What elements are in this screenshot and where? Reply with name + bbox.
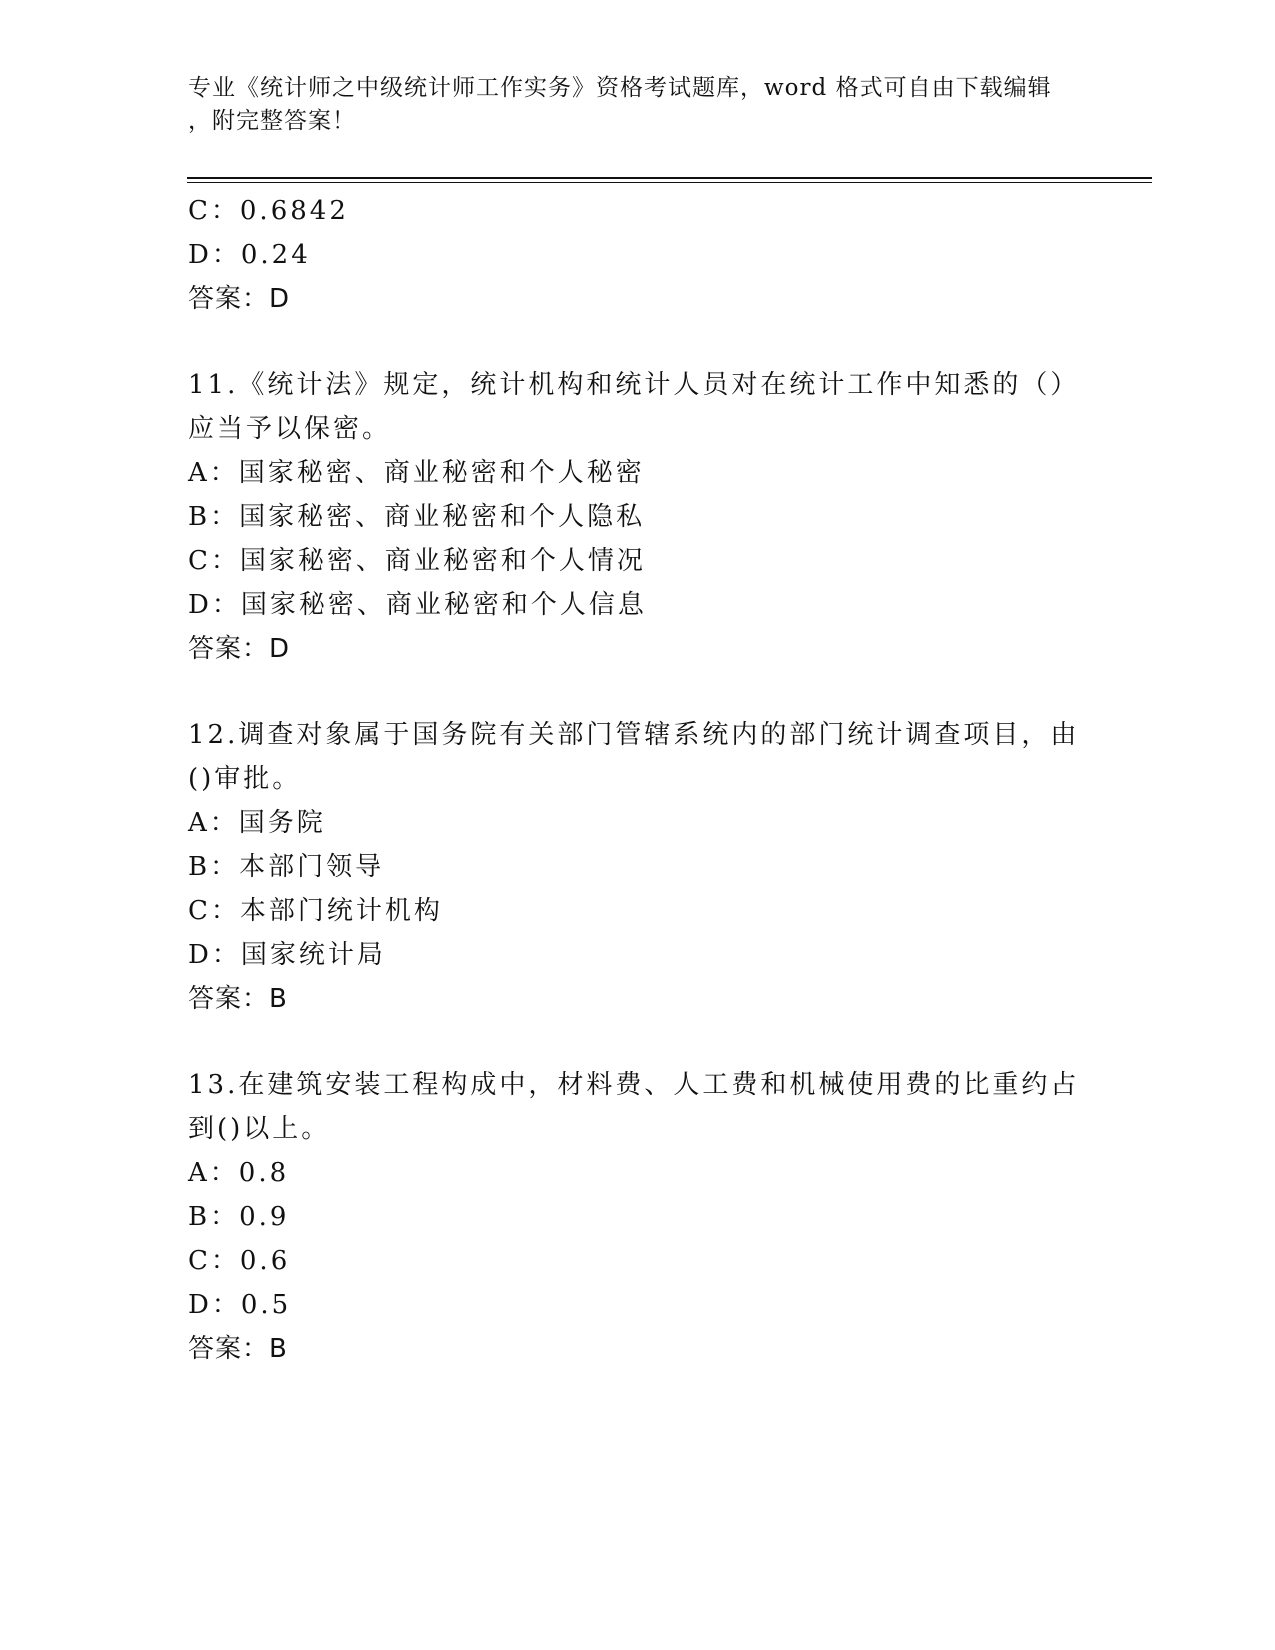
option-a: A：0.8 xyxy=(188,1158,290,1188)
option-c: C：0.6842 xyxy=(188,196,349,226)
option-b: B：本部门领导 xyxy=(188,852,385,882)
header-line-1: 专业《统计师之中级统计师工作实务》资格考试题库，word 格式可自由下载编辑 xyxy=(188,75,1052,101)
option-d: D：0.24 xyxy=(188,240,311,270)
header-divider-thick xyxy=(187,177,1152,179)
option-d: D：国家秘密、商业秘密和个人信息 xyxy=(188,590,647,620)
question-stem-line-1: 12.调查对象属于国务院有关部门管辖系统内的部门统计调查项目，由 xyxy=(188,720,1080,750)
question-stem-line-2: ()审批。 xyxy=(188,764,302,794)
document-header xyxy=(188,72,1068,138)
option-b: B：国家秘密、商业秘密和个人隐私 xyxy=(188,502,646,532)
answer: 答案：D xyxy=(188,284,291,314)
question-stem-line-2: 到()以上。 xyxy=(188,1114,331,1144)
answer: 答案：B xyxy=(188,984,288,1014)
option-d: D：国家统计局 xyxy=(188,940,386,970)
option-b: B：0.9 xyxy=(188,1202,290,1232)
header-divider-thin xyxy=(187,182,1152,183)
answer: 答案：D xyxy=(188,634,291,664)
answer: 答案：B xyxy=(188,1334,288,1364)
option-a: A：国务院 xyxy=(188,808,326,838)
option-c: C：国家秘密、商业秘密和个人情况 xyxy=(188,546,646,576)
header-line-2: ，附完整答案！ xyxy=(188,108,356,134)
option-d: D：0.5 xyxy=(188,1290,292,1320)
question-stem-line-1: 13.在建筑安装工程构成中，材料费、人工费和机械使用费的比重约占 xyxy=(188,1070,1080,1100)
question-stem-line-2: 应当予以保密。 xyxy=(188,414,392,444)
option-c: C：0.6 xyxy=(188,1246,291,1276)
option-c: C：本部门统计机构 xyxy=(188,896,443,926)
question-stem-line-1: 11.《统计法》规定，统计机构和统计人员对在统计工作中知悉的（） xyxy=(188,370,1080,400)
option-a: A：国家秘密、商业秘密和个人秘密 xyxy=(188,458,645,488)
